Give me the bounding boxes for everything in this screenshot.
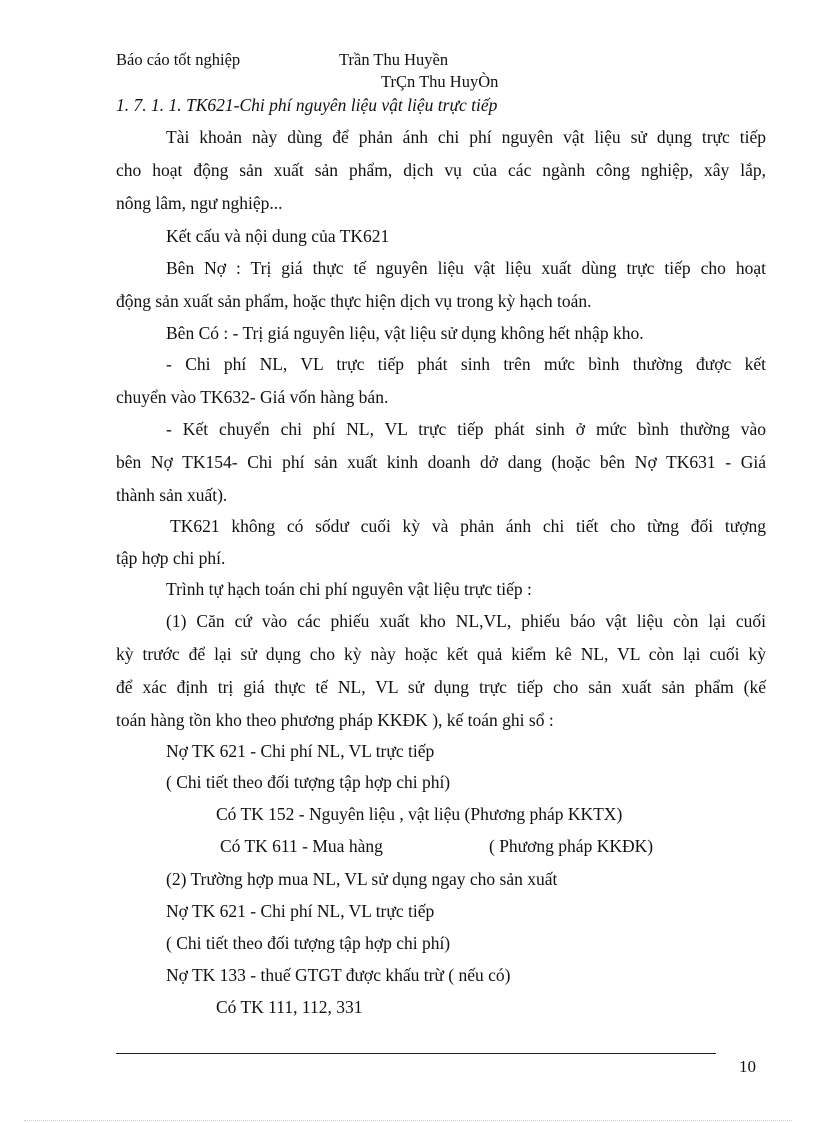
section-title: 1. 7. 1. 1. TK621-Chi phí nguyên liệu vật liệu trực tiếp bbox=[116, 95, 498, 115]
paragraph-line: cho hoạt động sản xuất sản phẩm, dịch vụ của các ngành công nghiệp, xây lắp, bbox=[116, 160, 766, 180]
sequence-heading: Trình tự hạch toán chi phí nguyên vật liệu trực tiếp : bbox=[166, 579, 532, 599]
header-report-title: Báo cáo tốt nghiệp bbox=[116, 50, 241, 69]
debit-description: Bên Nợ : Trị giá thực tế nguyên liệu vật liệu xuất dùng trực tiếp cho hoạt bbox=[166, 258, 766, 278]
paragraph-line: Tài khoản này dùng để phản ánh chi phí nguyên vật liệu sử dụng trực tiếp bbox=[166, 127, 766, 147]
header-author: Trần Thu Huyền bbox=[339, 50, 449, 69]
page-edge-divider bbox=[24, 1120, 792, 1121]
journal-method: ( Phương pháp KKĐK) bbox=[489, 836, 654, 856]
credit-description: Bên Có : - Trị giá nguyên liệu, vật liệu sử dụng không hết nhập kho. bbox=[166, 323, 644, 343]
case-paragraph: toán hàng tồn kho theo phương pháp KKĐK ), kế toán ghi sổ : bbox=[116, 710, 554, 730]
journal-credit: Có TK 111, 112, 331 bbox=[216, 997, 363, 1017]
debit-description: động sản xuất sản phẩm, hoặc thực hiện dịch vụ trong kỳ hạch toán. bbox=[116, 291, 592, 311]
case-paragraph: để xác định trị giá thực tế NL, VL sử dụng trực tiếp cho sản xuất sản phẩm (kế bbox=[116, 677, 766, 697]
journal-detail: ( Chi tiết theo đối tượng tập hợp chi phí) bbox=[166, 772, 451, 792]
journal-debit: Nợ TK 621 - Chi phí NL, VL trực tiếp bbox=[166, 901, 435, 921]
balance-note: tập hợp chi phí. bbox=[116, 548, 226, 568]
case-paragraph: kỳ trước để lại sử dụng cho kỳ này hoặc kết quả kiểm kê NL, VL còn lại cuối kỳ bbox=[116, 644, 766, 664]
credit-item: bên Nợ TK154- Chi phí sản xuất kinh doanh dở dang (hoặc bên Nợ TK631 - Giá bbox=[116, 452, 766, 472]
case-paragraph: (1) Căn cứ vào các phiếu xuất kho NL,VL, phiếu báo vật liệu còn lại cuối bbox=[166, 611, 766, 631]
journal-credit: Có TK 152 - Nguyên liệu , vật liệu (Phương pháp KKTX) bbox=[216, 804, 623, 824]
paragraph-line: nông lâm, ngư nghiệp... bbox=[116, 193, 283, 213]
journal-credit: Có TK 611 - Mua hàng bbox=[220, 836, 383, 856]
credit-item: - Kết chuyển chi phí NL, VL trực tiếp phát sinh ở mức bình thường vào bbox=[166, 419, 766, 439]
journal-debit: Nợ TK 621 - Chi phí NL, VL trực tiếp bbox=[166, 741, 435, 761]
page-number: 10 bbox=[739, 1057, 756, 1076]
footer-rule bbox=[116, 1053, 716, 1054]
credit-item: chuyển vào TK632- Giá vốn hàng bán. bbox=[116, 387, 389, 407]
credit-item: - Chi phí NL, VL trực tiếp phát sinh trên mức bình thường được kết bbox=[166, 354, 766, 374]
journal-detail: ( Chi tiết theo đối tượng tập hợp chi phí) bbox=[166, 933, 451, 953]
credit-item: thành sản xuất). bbox=[116, 485, 228, 505]
case-paragraph: (2) Trường hợp mua NL, VL sử dụng ngay cho sản xuất bbox=[166, 869, 558, 889]
balance-note: TK621 không có sốdư cuối kỳ và phản ánh chi tiết cho từng đối tượng bbox=[170, 516, 766, 536]
journal-debit: Nợ TK 133 - thuế GTGT được khấu trừ ( nếu có) bbox=[166, 965, 511, 985]
header-author-garbled: TrÇn Thu HuyÒn bbox=[381, 72, 499, 91]
structure-heading: Kết cấu và nội dung của TK621 bbox=[166, 226, 390, 246]
